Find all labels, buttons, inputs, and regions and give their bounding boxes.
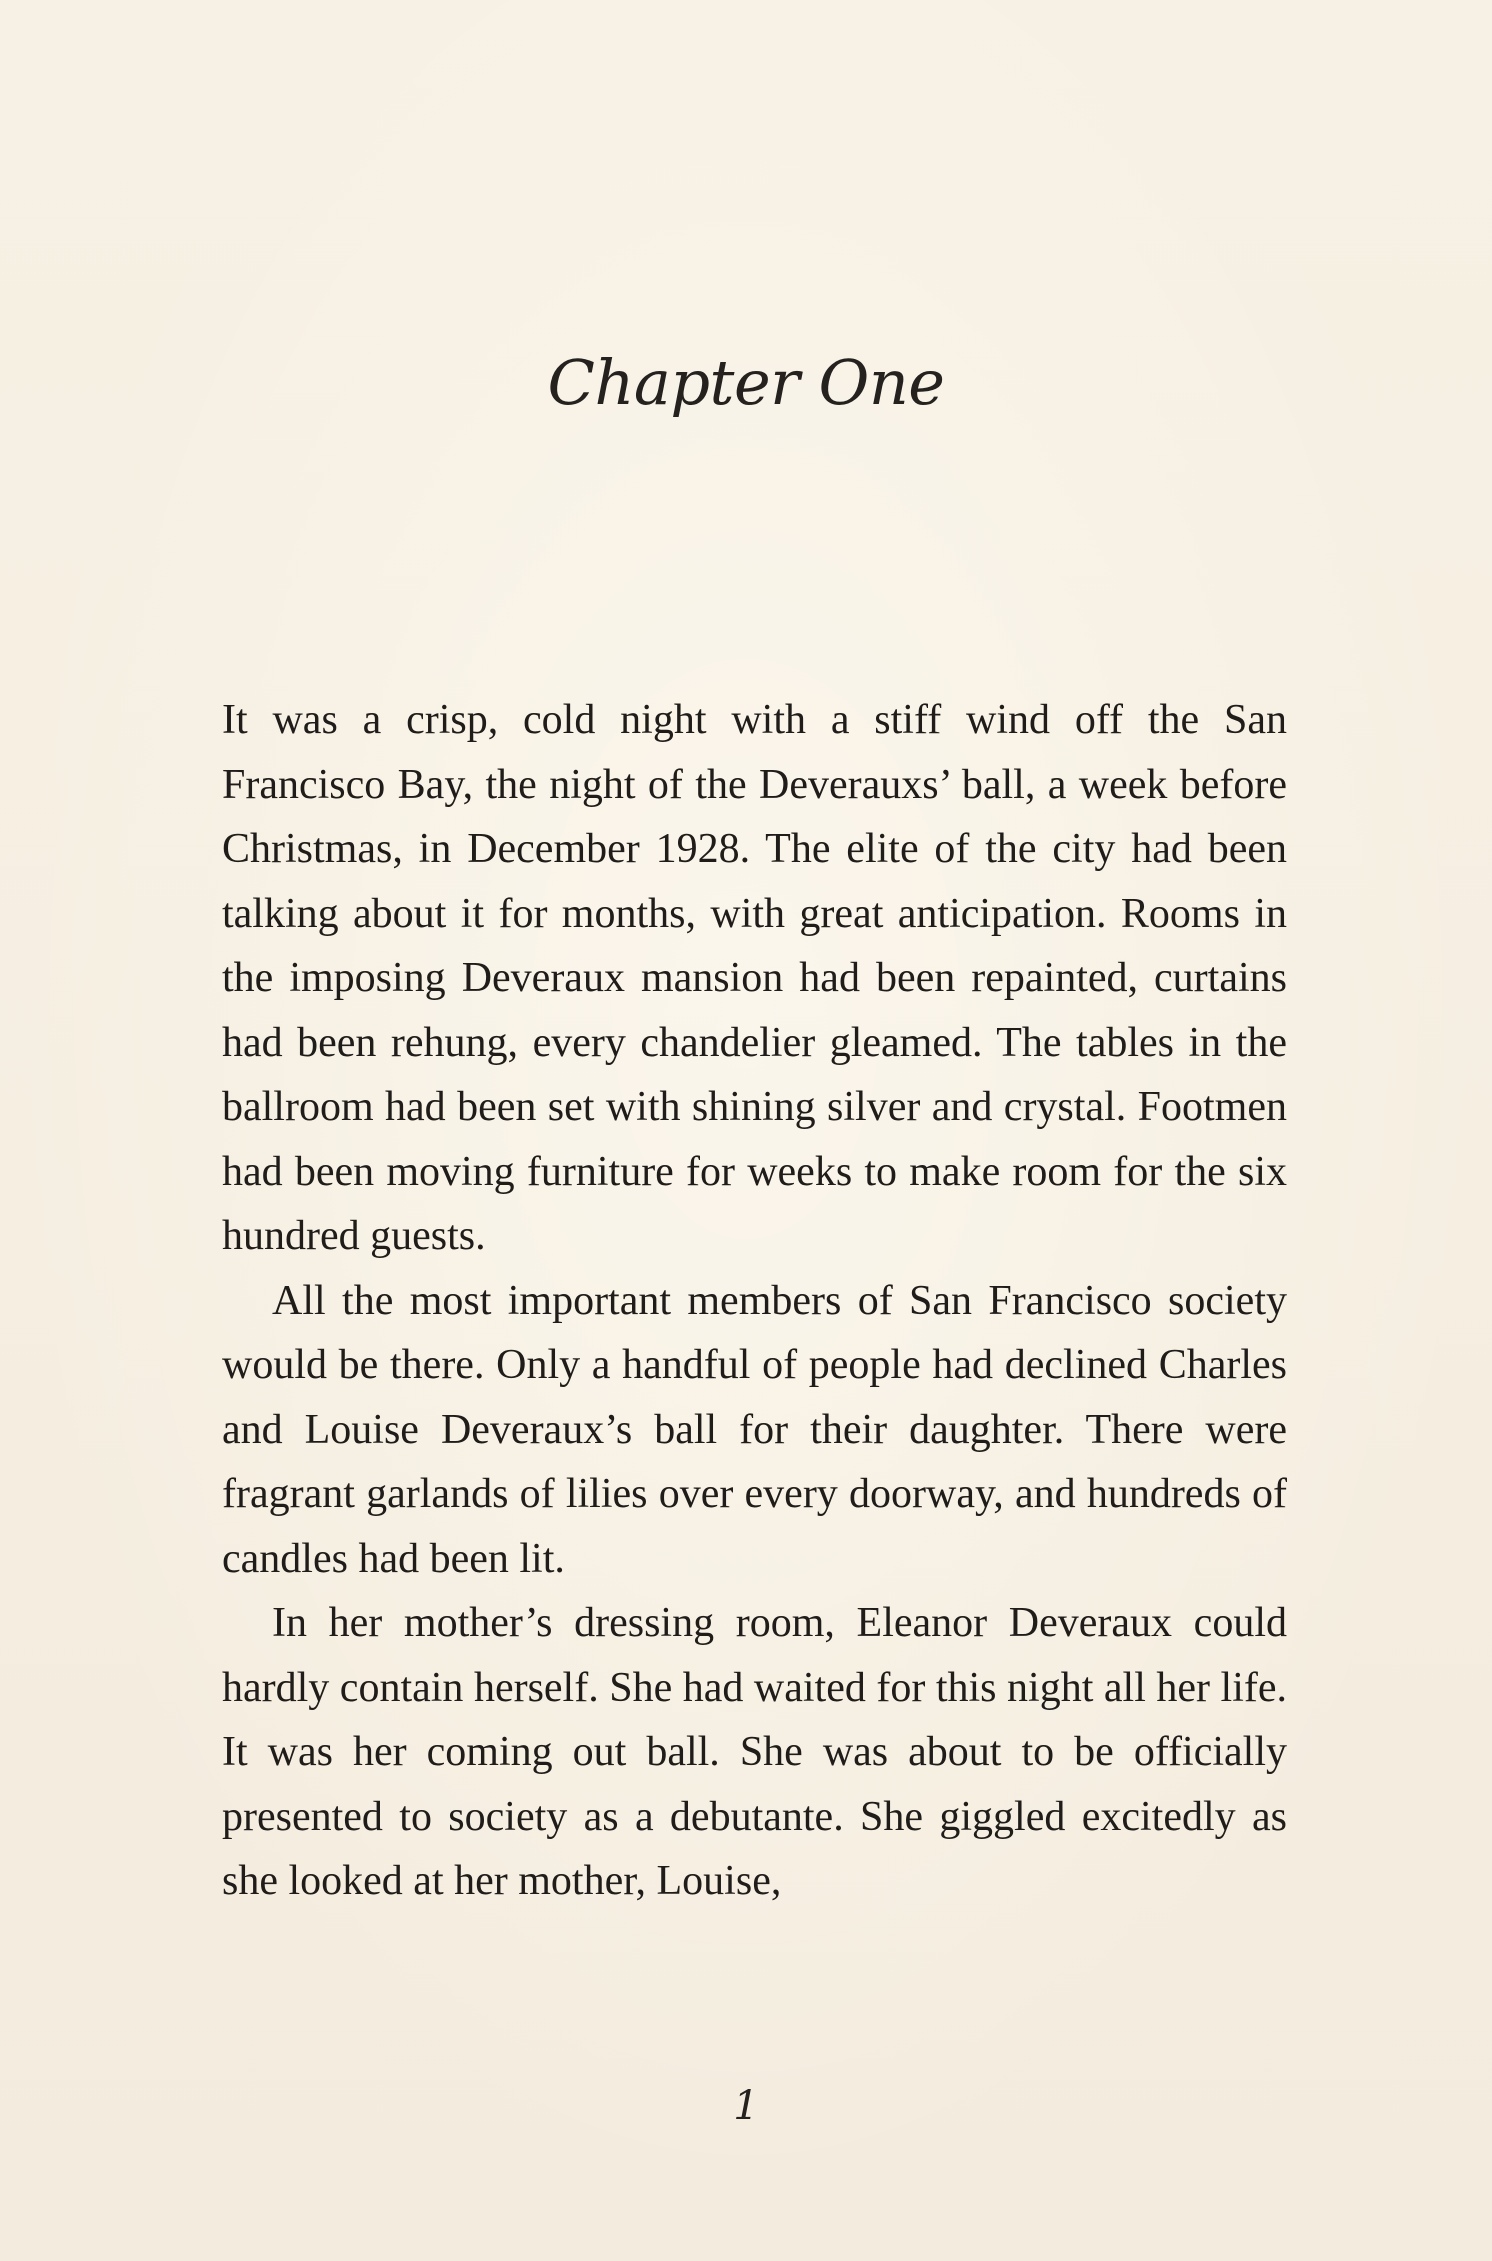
paragraph-1: It was a crisp, cold night with a stiff wind off the San Francisco Bay, the night of the Deverauxs’ ball, a week before Christmas, in December 1928. The elite of the city had been talking about it for months, with great anticipation. Rooms in the imposing Deveraux mansion had been repainted, curtains had been rehung, every chandelier gleamed. The tables in the ballroom had been set with shining silver and crystal. Footmen had been moving furniture for weeks to make room for the six hundred guests. [222,697,1287,1259]
chapter-body [222,688,1287,1914]
chapter-title: Chapter One [547,346,945,419]
page-number: 1 [733,2083,759,2129]
paragraph-3: In her mother’s dressing room, Eleanor Deveraux could hardly contain herself. She had waited for this night all her life. It was her coming out ball. She was about to be officially presented to society as a debutante. She giggled excitedly as she looked at her mother, Louise, [222,1600,1287,1904]
paragraph-2: All the most important members of San Francisco society would be there. Only a handful of people had declined Charles and Louise Deveraux’s ball for their daughter. There were fragrant garlands of lilies over every doorway, and hundreds of candles had been lit. [222,1277,1287,1582]
